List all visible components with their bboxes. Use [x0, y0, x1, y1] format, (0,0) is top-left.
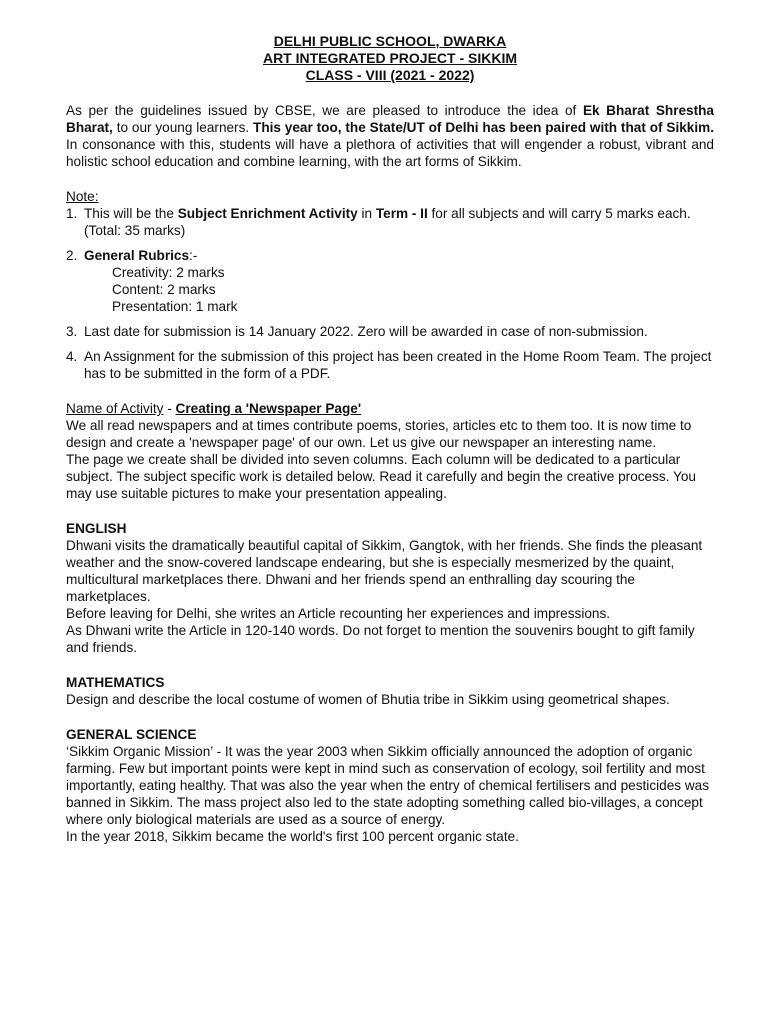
note-item-3 [66, 323, 714, 340]
intro-bold-2: This year too, the State/UT of Delhi has been paired with that of Sikkim. [253, 120, 714, 135]
intro-paragraph [66, 102, 714, 170]
intro-bold-1: Ek Bharat Shrestha Bharat, [66, 103, 714, 135]
intro-text-3: In consonance with this, students will have a plethora of activities that will engender a robust, vibrant and holistic school education and combine learning, with the art forms of Sikkim. [66, 137, 714, 169]
note-item-4 [66, 348, 714, 382]
activity-heading [66, 400, 714, 417]
class-year: CLASS - VIII (2021 - 2022) [305, 67, 475, 83]
general-rubrics-label: General Rubrics [84, 248, 190, 263]
english-paragraph-3: As Dhwani write the Article in 120-140 words. Do not forget to mention the souvenirs bought to gift family and friends. [66, 623, 695, 655]
note-item-number: 2. [66, 248, 78, 263]
note-item-2 [66, 247, 714, 264]
english-paragraph-1: Dhwani visits the dramatically beautiful capital of Sikkim, Gangtok, with her friends. She finds the pleasant weather and the snow-covered landscape endearing, but she is especially mesmerized by the quaint, multicultural marketplaces there. Dhwani and her friends spend an enthralling day scouring the marketplaces. [66, 538, 703, 604]
note-item-number: 3. [66, 324, 78, 339]
english-paragraph-2: Before leaving for Delhi, she writes an Article recounting her experiences and impressions. [66, 606, 611, 621]
mathematics-paragraph: Design and describe the local costume of women of Bhutia tribe in Sikkim using geometrical shapes. [66, 692, 670, 707]
note-label: Note: [66, 189, 99, 204]
document-page [66, 33, 714, 845]
intro-text-1: As per the guidelines issued by CBSE, we are pleased to introduce the idea of [66, 103, 583, 118]
activity-paragraph-2: The page we create shall be divided into seven columns. Each column will be dedicated to a particular subject. The subject specific work is detailed below. Read it carefully and begin the creative process. You may use suitable pictures to make your presentation appealing. [66, 452, 696, 501]
intro-text-2: to our young learners. [112, 120, 254, 135]
note1-text-2: in [357, 206, 376, 221]
note1-text-3: for all subjects and will carry 5 marks each. (Total: 35 marks) [84, 206, 691, 238]
note-item-text [84, 205, 714, 239]
science-paragraph-2: In the year 2018, Sikkim became the world's first 100 percent organic state. [66, 829, 519, 844]
note1-text-1: This will be the [84, 206, 178, 221]
note1-bold-1: Subject Enrichment Activity [177, 206, 358, 221]
science-paragraph-1: ‘Sikkim Organic Mission’ - It was the year 2003 when Sikkim officially announced the adoption of organic farming. Few but important points were kept in mind such as conservation of ecology, soil fertility and most importantly, eating healthy. That was also the year when the entry of chemical fertilisers and pesticides was banned in Sikkim. The mass project also led to the state adopting something called bio-villages, a concept where only biological materials are used as a source of energy. [66, 744, 710, 827]
english-section-title: ENGLISH [66, 521, 127, 536]
note-item-number: 1. [66, 206, 78, 221]
project-title: ART INTEGRATED PROJECT - SIKKIM [262, 50, 518, 66]
school-name: DELHI PUBLIC SCHOOL, DWARKA [273, 33, 507, 49]
note-item-text: An Assignment for the submission of this project has been created in the Home Room Team. The project has to be submitted in the form of a PDF. [84, 349, 712, 381]
note-item-number: 4. [66, 349, 78, 364]
note2-text-1: :- [189, 248, 198, 263]
note-item-text [84, 247, 714, 264]
note1-bold-2: Term - II [375, 206, 428, 221]
mathematics-section-title: MATHEMATICS [66, 675, 165, 690]
activity-separator: - [163, 401, 176, 416]
note-item-1 [66, 205, 714, 239]
activity-label: Name of Activity [66, 401, 164, 416]
activity-name: Creating a 'Newspaper Page' [175, 401, 362, 416]
rubric-content: Content: 2 marks [112, 282, 216, 297]
science-section-title: GENERAL SCIENCE [66, 727, 197, 742]
rubric-creativity: Creativity: 2 marks [112, 265, 225, 280]
note-item-text: Last date for submission is 14 January 2022. Zero will be awarded in case of non-submission. [84, 324, 648, 339]
activity-paragraph-1: We all read newspapers and at times contribute poems, stories, articles etc to them too. It is now time to design and create a 'newspaper page' of our own. Let us give our newspaper an interesting name. [66, 418, 692, 450]
rubric-presentation: Presentation: 1 mark [112, 299, 238, 314]
document-header [66, 33, 714, 84]
